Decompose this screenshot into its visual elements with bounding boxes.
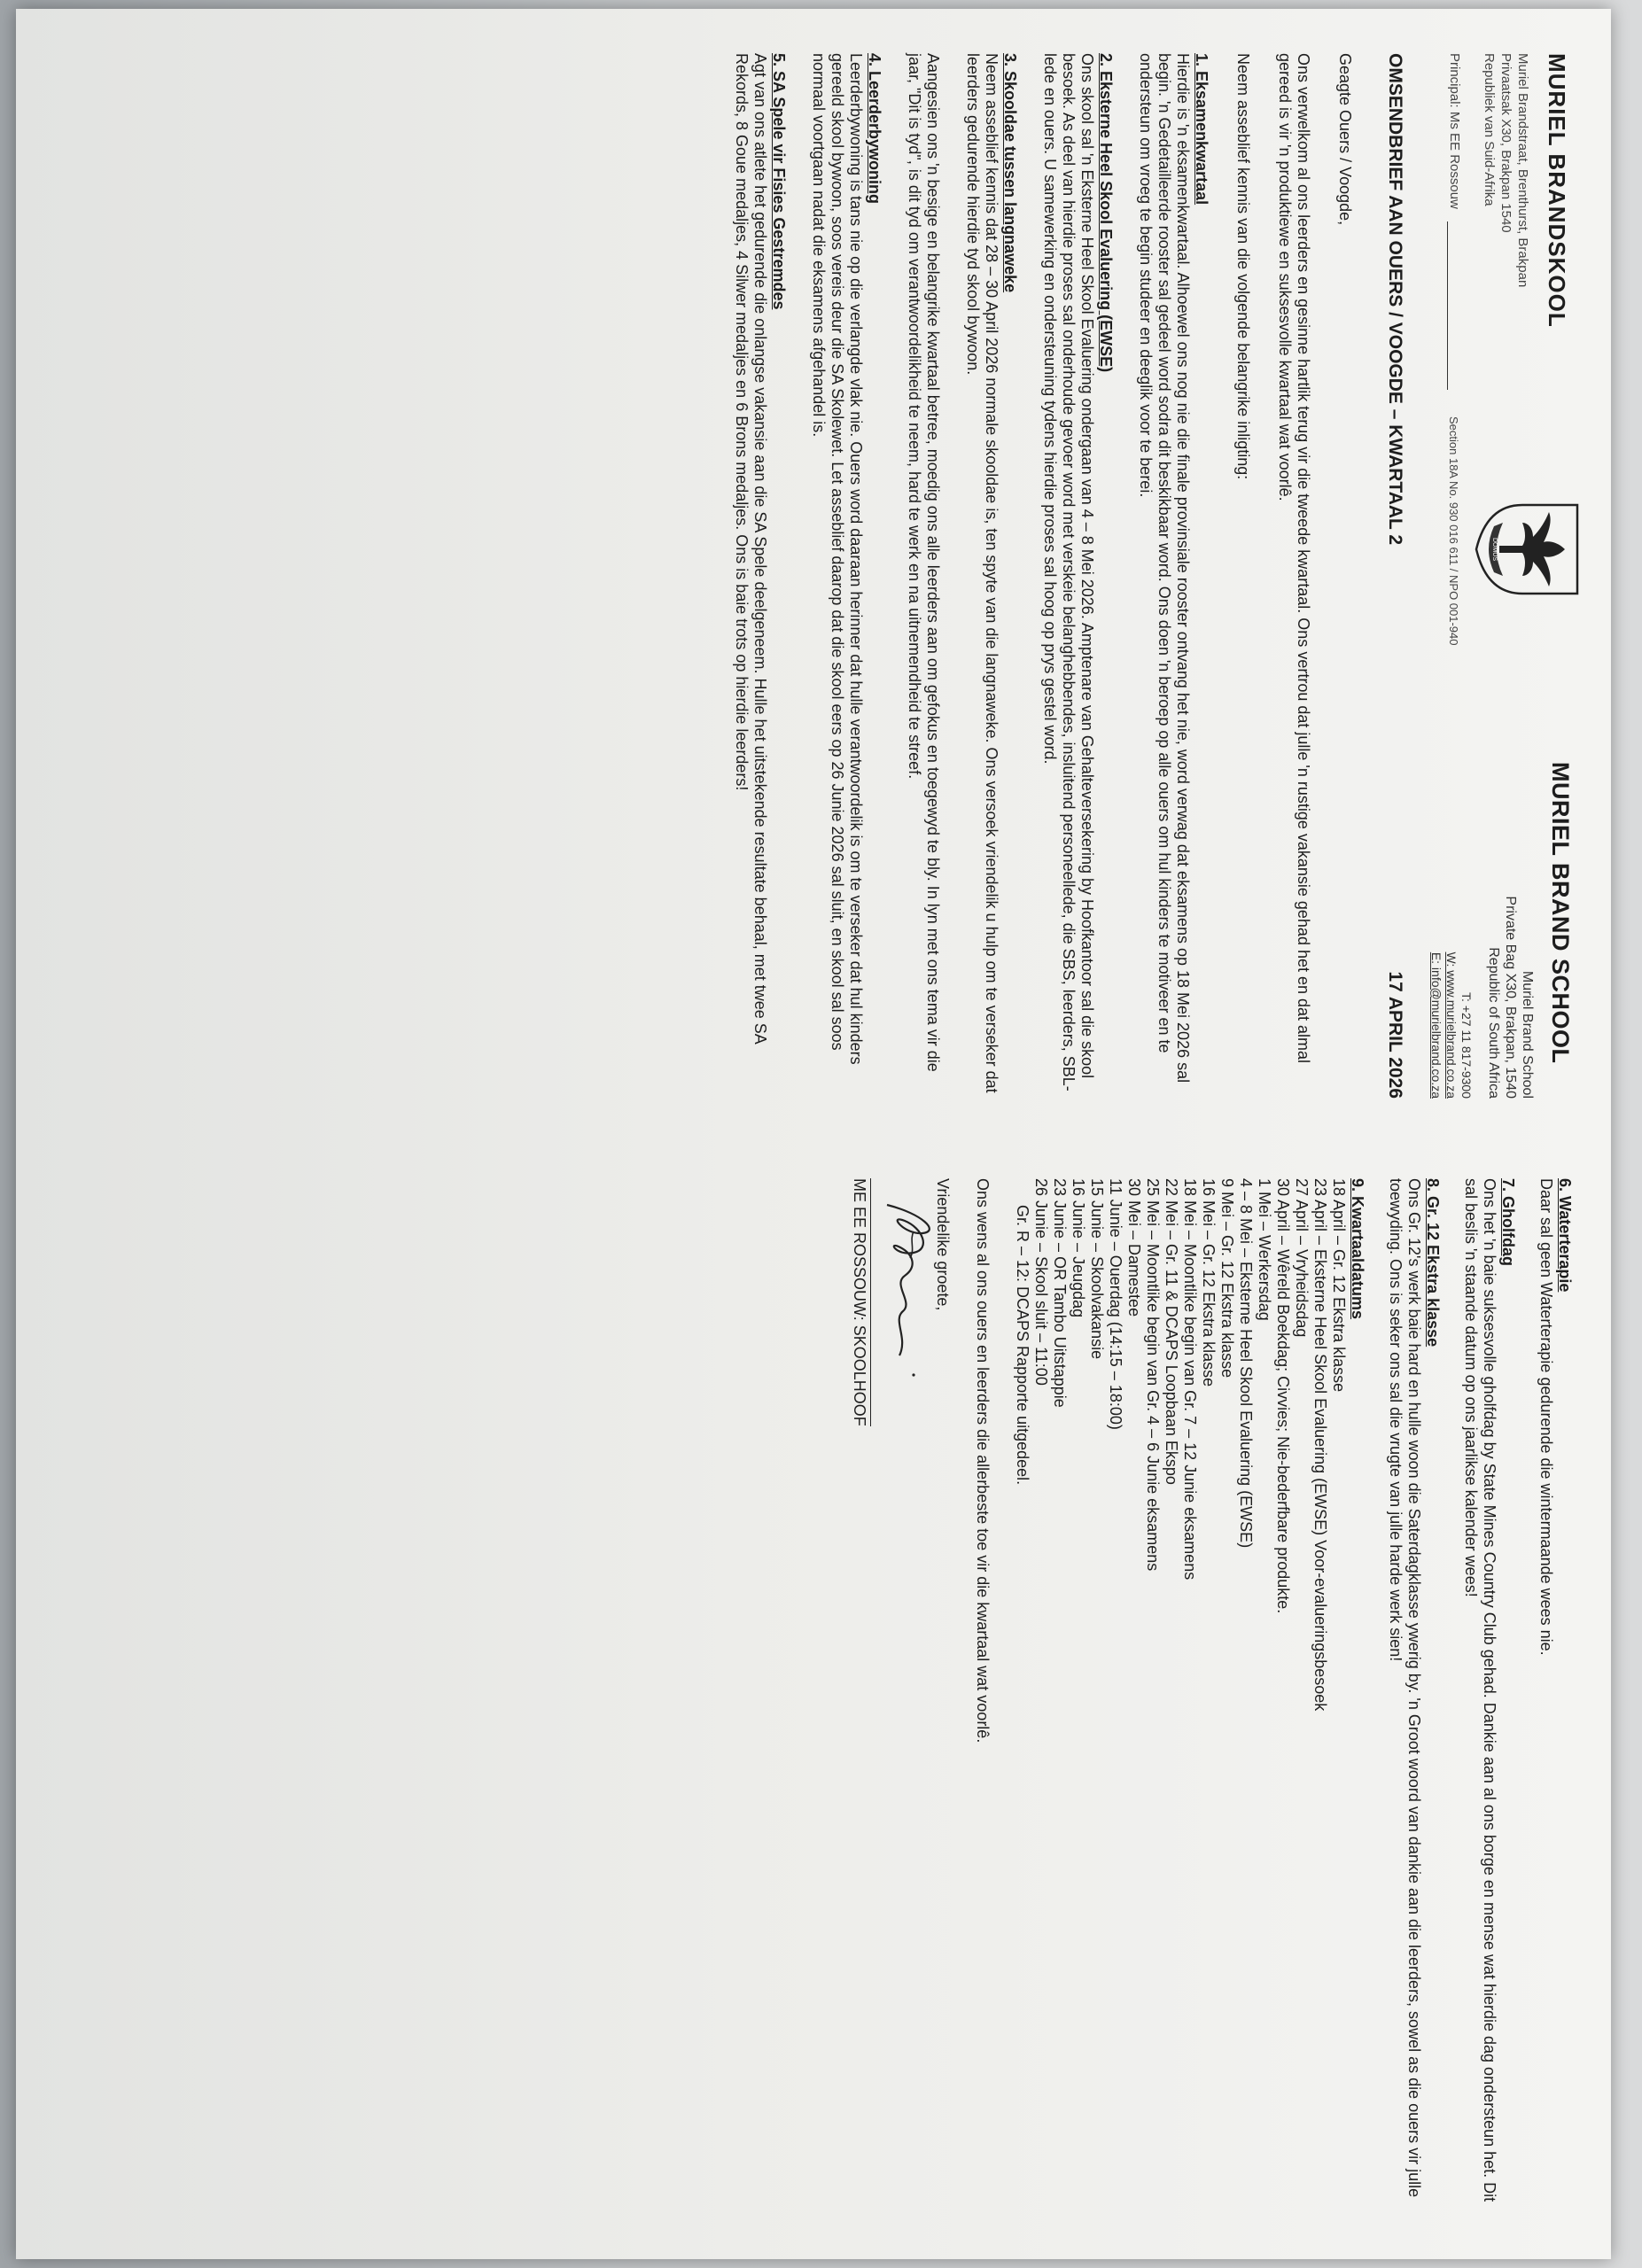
section-heading: 8. Gr. 12 Ekstra klasse [1424, 1178, 1442, 1348]
list-item: Gr. R – 12: DCAPS Rapporte uitgedeel. [1014, 1205, 1031, 1486]
section-text: Ons Gr. 12's werk baie hard en hulle woon die Saterdagklasse ywerig by. 'n Groot woord van dankie aan die leerders, sowel as die ouers vir julle toewyding. Ons is seker ons sal die vrugte van julle harde werk sien! [1387, 1178, 1423, 2198]
divider-line [1447, 221, 1448, 390]
address-line: Muriel Brand School [1520, 970, 1535, 1099]
notice-paragraph: Neem asseblief kennis van die volgende belangrike inligting: [1234, 53, 1252, 480]
address-afrikaans [1481, 53, 1531, 287]
list-item: 9 Mei – Gr. 12 Ekstra klasse [1218, 1178, 1236, 1379]
section-hydrotherapy [1537, 1178, 1574, 2224]
section-heading: 7. Gholfdag [1499, 1178, 1517, 1266]
list-item: 25 Mei – Moontlike begin van Gr. 4 – 6 Junie eksamens [1144, 1178, 1162, 1572]
address-line: Privaatsak X30, Brakpan 1540 [1498, 53, 1514, 233]
section-text: Aangesien ons 'n besige en belangrike kwartaal betree, moedig ons alle leerders aan om gefokus en toegewyd te bly. In lyn met ons tema vir die jaar, "Dit is tyd", is dit tyd om verantwoordelikheid te neem, hard te werk en na uitnemendheid te streef. [906, 53, 942, 1072]
section-text: Daar sal geen Waterterapie gedurende die wintermaande wees nie. [1537, 1178, 1555, 1656]
theme-paragraph [905, 53, 942, 1099]
letter-sheet [16, 9, 1611, 2259]
section-term-dates [1013, 1178, 1366, 2224]
section-heading: 9. Kwartaaldatums [1349, 1178, 1366, 1320]
section-text: Neem asseblief kennis dat 28 – 30 April 2026 normale skooldae is, ten spyte van die langnaweke. Ons versoek vriendelik u hulp om te verseker dat leerders gedurende hierdie tyd skool bywoon. [964, 53, 1000, 1093]
section-attendance [809, 53, 883, 1099]
section-heading: 6. Waterterapie [1556, 1178, 1574, 1293]
crest-motto: DOMUS [1491, 537, 1498, 562]
section-text: Ons skool sal 'n Eksterne Heel Skool Evaluering ondergaan van 4 – 8 Mei 2026. Amptenare van Gehalteversekering by Hoofkantoor sal die skool besoek. As deel van hierdie proses sal onderhoude gevoer word met verskeie belanghebbendes, insluitend personeellede, die SBS, leerders, SBL-lede en ouers. U samewerking en ondersteuning tydens hierdie proses sal hoog op prys gestel word. [1041, 53, 1096, 1091]
letter-title: OMSENDBRIEF AAN OUERS / VOOGDE – KWARTAAL 2 [1385, 53, 1405, 545]
address-line: Republic of South Africa [1486, 947, 1501, 1099]
list-item: 30 Mei – Damestee [1125, 1178, 1143, 1317]
list-item: 23 April – Eksterne Heel Skool Evaluering (EWSE) Voor-evalueringsbesoek [1311, 1178, 1329, 1712]
signature-block [871, 1178, 933, 2224]
letter-date: 17 APRIL 2026 [1385, 971, 1405, 1099]
handwritten-signature [869, 1178, 949, 1391]
website-link[interactable]: W: www.murielbrand.co.za [1444, 951, 1459, 1099]
section-heading: 1. Eksamenkwartaal [1193, 53, 1210, 206]
list-item: 1 Mei – Werkersdag [1256, 1178, 1273, 1321]
list-item: 30 April – Wêreld Boekdag; Civvies; Nie-bederfbare produkte. [1274, 1178, 1292, 1614]
section-sa-games [732, 53, 788, 1099]
greeting: Vriendelike groete, [934, 1178, 952, 1311]
term-dates-list [1013, 1178, 1348, 2224]
salutation: Geagte Ouers / Voogde, [1336, 53, 1354, 226]
list-item: 23 Junie – OR Tambo Uitstappie [1051, 1178, 1069, 1408]
signatory-name: ME EE ROSSOUW: SKOOLHOOF [850, 1178, 871, 1426]
list-item: 18 April – Gr. 12 Ekstra klasse [1330, 1178, 1348, 1393]
list-item: 15 Junie – Skoolvakansie [1088, 1178, 1106, 1360]
list-item: 22 Mei – Gr. 11 & DCAPS Loopbaan Ekspo [1163, 1178, 1180, 1485]
principal-label: Principal: Ms EE Rossouw [1447, 53, 1462, 209]
telephone: T: +27 11 817-9300 [1459, 991, 1474, 1099]
section-text: Hierdie is 'n eksamenkwartaal. Alhoewel ons nog nie die finale provinsiale rooster ontvang het nie, word verwag dat eksamens op 18 Mei 2026 sal begin. 'n Gedetailleerde rooster sal gedeel word sodra dit beskikbaar word. Ons doen 'n beroep op alle ouers om hul kinders te motiveer en te ondersteun om vroeg te begin studeer en deeglik voor te berei. [1137, 53, 1192, 1084]
email-link[interactable]: E: info@murielbrand.co.za [1429, 951, 1444, 1099]
address-line: Muriel Brandstraat, Brenthurst, Brakpan [1515, 53, 1530, 288]
letter-body-right [850, 1178, 1574, 2224]
school-name-english: MURIEL BRAND SCHOOL [1547, 762, 1574, 1064]
intro-paragraph: Ons verwelkom al ons leerders en gesinne hartlik terug vir die tweede kwartaal. Ons vertrou dat julle 'n rustige vakansie gehad het en dat almal gereed is vir 'n produktiewe en suksesvolle kwartaal wat voorlê. [1276, 53, 1312, 1064]
section-text: Agt van ons atlete het gedurende die onlangse vakansie aan die SA Spele deelgeneem. Hulle het uitstekende resultate behaal, met twee SA Rekords, 8 Goue medaljes, 4 Silwer medaljes en 6 Brons medaljes. Ons is baie trots op hierdie leerders! [733, 53, 769, 1044]
school-name-afrikaans: MURIEL BRANDSKOOL [1544, 53, 1570, 328]
registration-number: Section 18A No. 930 016 611 / NPO 001-940 [1447, 416, 1460, 646]
section-heading: 5. SA Spele vir Fisies Gestremdes [770, 53, 788, 310]
letter-body-left [711, 53, 1354, 1099]
list-item: 27 April – Vryheidsdag [1293, 1178, 1311, 1338]
section-text: Leerderbywoning is tans nie op die verlangde vlak nie. Ouers word daaraan herinner dat hulle verantwoordelik is om te verseker dat hul kinders gereeld skool bywoon, soos vereis deur die SA Skolewet. Let asseblief daarop dat die skool eers op 26 Junie 2026 sal sluit, en skool sal soos normaal voortgaan nadat die eksamens afgehandel is. [810, 53, 865, 1065]
section-golf-day [1461, 1178, 1517, 2224]
list-item: 4 – 8 Mei – Eksterne Heel Skool Evaluering (EWSE) [1237, 1178, 1255, 1549]
list-item: 26 Junie – Skool sluit – 11:00 [1032, 1178, 1050, 1386]
list-item: 11 Junie – Ouerdag (14:15 – 18:00) [1107, 1178, 1124, 1430]
address-english [1485, 815, 1536, 1099]
address-line: Private Bag X30, Brakpan, 1540 [1503, 896, 1518, 1099]
section-grade12-classes [1386, 1178, 1442, 2224]
section-heading: 2. Eksterne Heel Skool Evaluering (EWSE) [1097, 53, 1115, 373]
list-item: 16 Junie – Jeugdag [1070, 1178, 1087, 1318]
list-item: 18 Mei – Moontlike begin van Gr. 7 – 12 Junie eksamens [1181, 1178, 1199, 1581]
list-item: 16 Mei – Gr. 12 Ekstra klasse [1200, 1178, 1218, 1387]
section-exam-term [1136, 53, 1210, 1099]
contact-details [1428, 877, 1474, 1099]
school-crest-logo [1474, 496, 1584, 602]
section-heading: 3. Skooldae tussen langnaweke [1001, 53, 1019, 293]
section-school-days [963, 53, 1019, 1099]
address-line: Republiek van Suid-Afrika [1482, 53, 1497, 206]
section-ewse [1040, 53, 1115, 1099]
section-heading: 4. Leerderbywoning [866, 53, 883, 205]
closing-paragraph: Ons wens al ons ouers en leerders die allerbeste toe vir die kwartaal wat voorlê. [974, 1178, 992, 1744]
section-text: Ons het 'n baie suksesvolle gholfdag by State Mines Country Club gehad. Dankie aan al ons borge en mense wat hierdie dag ondersteun het. Dit sal beslis 'n staande datum op ons jaarlikse kalender wees! [1462, 1178, 1498, 2202]
